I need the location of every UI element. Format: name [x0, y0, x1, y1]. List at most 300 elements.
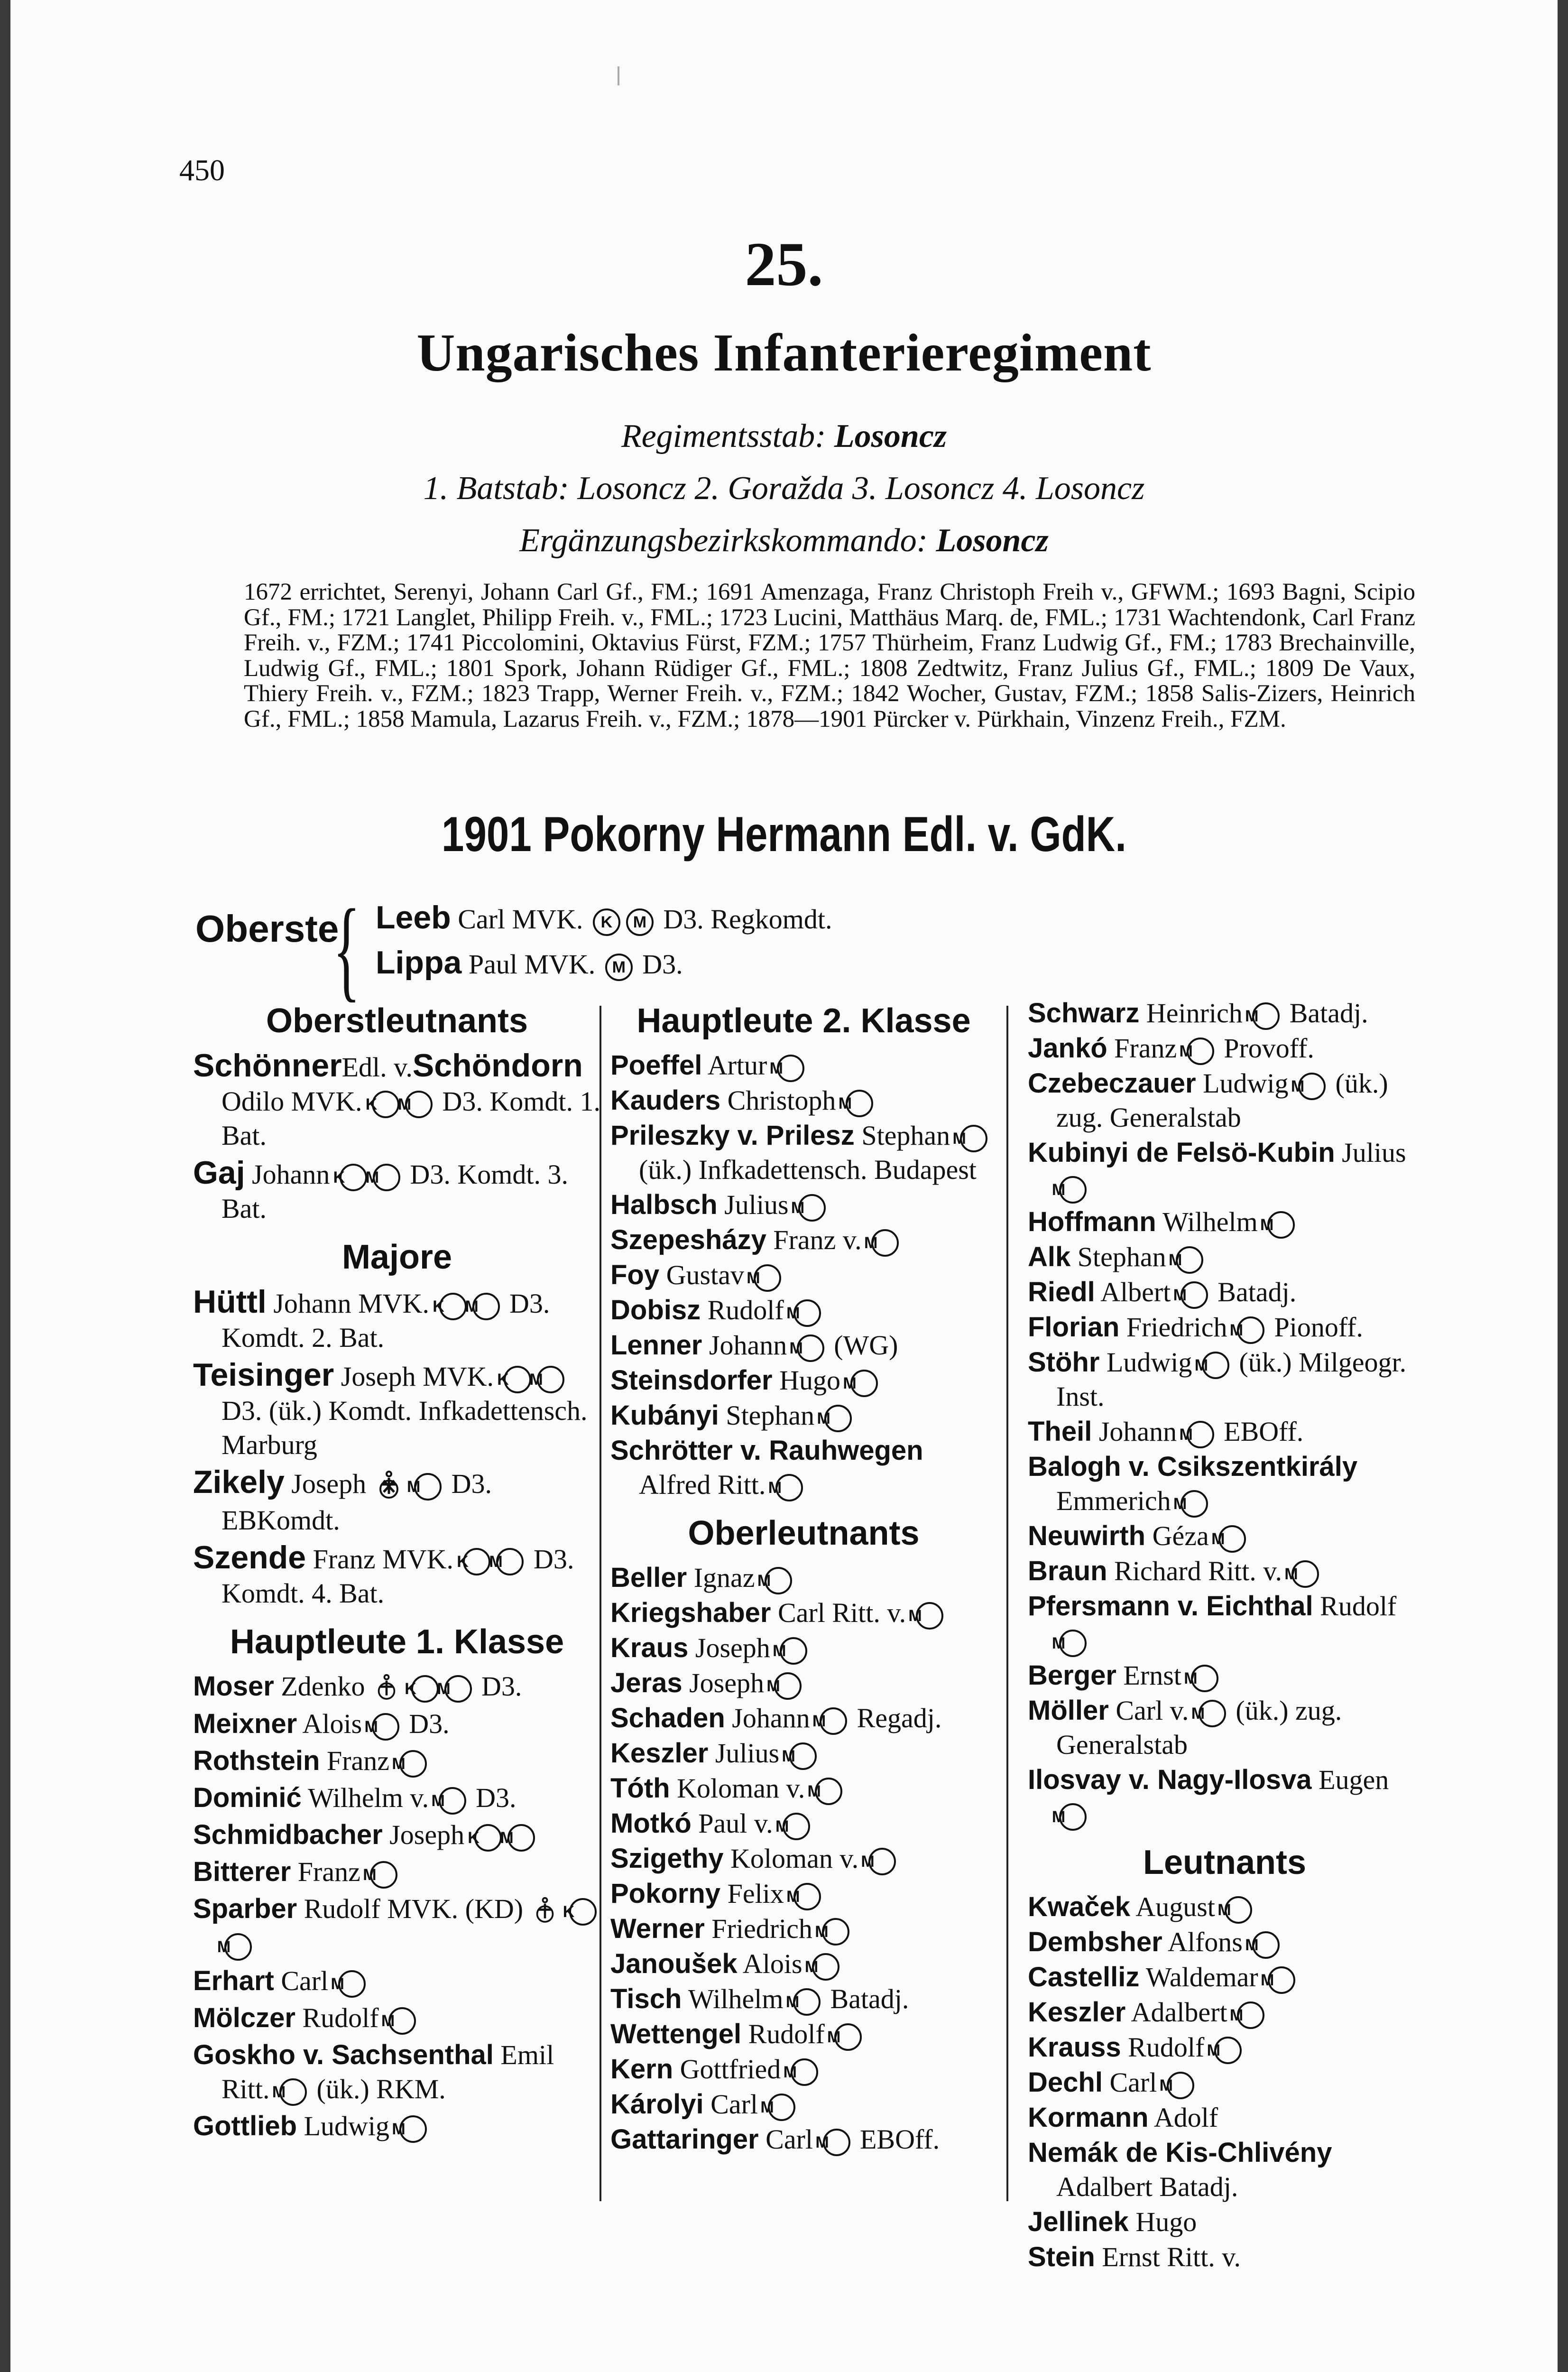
officer-name: Dembsher — [1028, 1927, 1162, 1957]
officer-given: Rudolf — [1320, 1591, 1397, 1621]
section-heading: Majore — [341, 1238, 452, 1276]
officer-name: Jeras — [610, 1668, 683, 1698]
officer-name: Kraus — [610, 1632, 689, 1663]
m-medal-icon: M — [1181, 1490, 1208, 1518]
officer-info: Odilo MVK. — [221, 1086, 362, 1117]
officer-info: D3. Komdt. 4. Bat. — [221, 1543, 574, 1609]
scan-mark — [618, 66, 619, 85]
officer-name: Goskho v. Sachsenthal — [193, 2039, 494, 2071]
officer-name: Lippa — [376, 945, 462, 981]
officer-entry — [610, 1666, 997, 1700]
officer-info: (WG) — [834, 1330, 898, 1361]
officer-entry — [610, 1434, 997, 1502]
officer-entry — [610, 1188, 997, 1222]
oberst-entry — [376, 944, 683, 981]
officer-info: D3. Komdt. 3. Bat. — [221, 1159, 568, 1224]
officer-name: Moser — [193, 1670, 274, 1702]
officer-entry — [193, 1669, 601, 1705]
officer-entry — [1028, 1275, 1421, 1309]
officer-entry — [610, 2087, 997, 2122]
officer-name: Wettengel — [610, 2019, 742, 2049]
m-medal-icon: M — [798, 1194, 826, 1222]
m-medal-icon: M — [783, 1813, 810, 1840]
officer-name: Kubányi — [610, 1400, 719, 1431]
officer-entry — [610, 1293, 997, 1327]
officer-given: Adolf — [1153, 2102, 1218, 2133]
officer-given: Joseph — [291, 1468, 367, 1499]
officer-name: Berger — [1028, 1660, 1116, 1691]
officer-entry — [193, 1744, 601, 1778]
officer-info: EBOff. — [860, 2124, 940, 2155]
officer-entry — [193, 1964, 601, 1998]
officer-name: Meixner — [193, 1708, 297, 1740]
officer-entry — [1028, 2240, 1421, 2274]
m-medal-icon: M — [507, 1824, 535, 1852]
officer-entry — [193, 1818, 601, 1852]
officer-given: Christoph — [727, 1085, 836, 1116]
officer-entry — [610, 1736, 997, 1770]
column-divider — [1006, 1006, 1008, 2201]
officer-given: Rudolf — [707, 1295, 784, 1325]
officer-entry — [1028, 1763, 1421, 1831]
officer-name: Steinsdorfer — [610, 1365, 773, 1396]
officer-name: Motkó — [610, 1808, 692, 1839]
officer-name: Ilosvay v. Nagy-Ilosva — [1028, 1764, 1312, 1795]
m-medal-icon: M — [822, 1918, 849, 1946]
officer-entry — [610, 1842, 997, 1876]
officer-name: Kauders — [610, 1085, 721, 1116]
brace-icon: { — [333, 886, 360, 1012]
m-medal-icon: M — [399, 1750, 427, 1778]
m-medal-icon: M — [916, 1602, 943, 1630]
k-order-icon: K — [593, 908, 620, 936]
officer-name: Kubinyi de Felsö-Kubin — [1028, 1137, 1335, 1168]
m-medal-icon: M — [846, 1090, 873, 1117]
officer-given: Adalbert — [1131, 1997, 1227, 2028]
officer-given: Edl. v. — [341, 1052, 413, 1083]
officer-name: Mölczer — [193, 2002, 295, 2034]
officer-name: Möller — [1028, 1695, 1109, 1726]
officer-given: Eugen — [1319, 1764, 1389, 1795]
m-medal-icon: M — [1199, 1700, 1226, 1727]
m-medal-icon: M — [1167, 2072, 1194, 2099]
officer-name: Erhart — [193, 1965, 274, 1997]
officer-given: Albert — [1100, 1277, 1171, 1307]
officer-given: Adalbert Batadj. — [1056, 2171, 1238, 2202]
officer-entry — [1028, 1240, 1421, 1274]
m-medal-icon: M — [496, 1548, 524, 1575]
officer-entry — [1028, 1890, 1421, 1924]
k-order-icon: K — [411, 1675, 439, 1703]
m-medal-icon: M — [850, 1370, 878, 1397]
officer-given: Stephan — [1077, 1242, 1166, 1272]
officer-entry — [1028, 1310, 1421, 1344]
officer-given: Felix — [727, 1878, 784, 1909]
m-medal-icon: M — [960, 1125, 987, 1152]
officer-given: Artur — [707, 1050, 767, 1081]
stab-place: Losoncz — [834, 418, 947, 454]
m-medal-icon: M — [444, 1675, 472, 1703]
order-cross-icon — [376, 1674, 397, 1704]
officer-name: Dominić — [193, 1782, 302, 1814]
officer-given: Stephan — [726, 1400, 815, 1431]
officer-entry — [610, 1982, 997, 2016]
officer-info: Batadj. — [1289, 998, 1368, 1028]
page-number: 450 — [179, 153, 225, 187]
officer-entry — [610, 1399, 997, 1433]
officer-entry — [610, 1631, 997, 1665]
officer-info: Regadj. — [857, 1703, 942, 1733]
officer-given: Alois — [742, 1948, 802, 1979]
officer-info: D3. (ük.) Komdt. Infkadettensch. Marburg — [221, 1395, 588, 1460]
officer-given: Heinrich — [1146, 998, 1243, 1028]
m-medal-icon: M — [1267, 1211, 1295, 1239]
officer-entry — [193, 1465, 601, 1538]
officer-given: Friedrich — [1126, 1312, 1227, 1343]
oberst-entry — [376, 899, 832, 936]
officer-entry — [610, 1807, 997, 1841]
m-medal-icon: M — [1268, 1966, 1295, 1994]
officer-entry — [1028, 1995, 1421, 2029]
regiment-owner: 1901 Pokorny Hermann Edl. v. GdK. — [442, 807, 1126, 862]
officer-given: Franz — [297, 1856, 360, 1888]
officer-name: Braun — [1028, 1556, 1107, 1586]
m-medal-icon: M — [1176, 1246, 1203, 1274]
officer-given: Carl — [1109, 2067, 1157, 2098]
m-medal-icon: M — [1187, 1038, 1214, 1065]
officer-name: Schöndorn — [412, 1047, 583, 1084]
officer-info: (ük.) Infkadettensch. Budapest — [639, 1154, 977, 1185]
m-medal-icon: M — [871, 1229, 899, 1257]
officer-entry — [610, 1561, 997, 1595]
officer-given: Johann — [1098, 1416, 1177, 1447]
officer-name: Foy — [610, 1260, 660, 1290]
m-medal-icon: M — [775, 1474, 803, 1501]
officer-name: Károlyi — [610, 2089, 704, 2120]
officer-given: Julius — [1342, 1137, 1406, 1168]
m-medal-icon: M — [765, 1567, 792, 1594]
officer-name: Bitterer — [193, 1856, 291, 1888]
officer-entry — [610, 1328, 997, 1362]
officer-given: Franz MVK. — [313, 1543, 453, 1575]
officer-info: (ük.) RKM. — [316, 2074, 446, 2105]
officer-entry — [193, 1358, 601, 1462]
m-medal-icon: M — [405, 1091, 433, 1118]
m-medal-icon: M — [780, 1637, 807, 1665]
m-medal-icon: M — [1237, 2001, 1264, 2029]
officer-entry — [193, 2001, 601, 2035]
officer-entry — [1028, 1136, 1421, 1204]
officer-given: Carl — [766, 2124, 813, 2155]
officer-entry — [610, 1947, 997, 1981]
officer-info: (ük.) zug. Generalstab — [1056, 1068, 1388, 1133]
stab-label: Regimentsstab: — [621, 418, 826, 454]
officer-given: Ernst Ritt. v. — [1102, 2242, 1241, 2272]
officer-name: Leeb — [376, 899, 451, 936]
m-medal-icon: M — [370, 1861, 397, 1889]
officer-given: Franz v. — [773, 1224, 862, 1255]
section-heading: Hauptleute 1. Klasse — [230, 1622, 564, 1661]
officer-name: Czebeczauer — [1028, 1068, 1196, 1099]
m-medal-icon: M — [793, 1883, 821, 1910]
officer-entry — [193, 1285, 601, 1355]
officer-entry — [1028, 1345, 1421, 1414]
column-right — [1028, 996, 1421, 2275]
regimentsstab-line — [10, 417, 1558, 455]
officer-entry — [1028, 996, 1421, 1030]
officer-entry — [610, 2122, 997, 2157]
officer-entry — [1028, 2101, 1421, 2135]
officer-given: Ernst — [1123, 1660, 1181, 1691]
officer-given: Ludwig — [304, 2111, 390, 2142]
officer-info: D3. EBKomdt. — [221, 1468, 492, 1536]
officer-entry — [1028, 1589, 1421, 1658]
m-medal-icon: M — [388, 2007, 416, 2035]
section-heading: Hauptleute 2. Klasse — [636, 1002, 971, 1040]
officer-info: Pionoff. — [1274, 1312, 1363, 1343]
m-medal-icon: M — [399, 2115, 427, 2143]
m-medal-icon: M — [279, 2078, 307, 2106]
officer-given: Franz — [1114, 1033, 1177, 1064]
m-medal-icon: M — [1181, 1281, 1208, 1309]
officer-entry — [193, 2109, 601, 2143]
officer-given: Joseph — [389, 1819, 465, 1851]
officer-entry — [610, 2017, 997, 2051]
officer-info: Batadj. — [1218, 1277, 1297, 1307]
order-cross-icon — [377, 1470, 401, 1503]
officer-name: Janoušek — [610, 1948, 738, 1979]
officer-name: Pokorny — [610, 1878, 721, 1909]
officer-entry — [193, 1892, 601, 1961]
officer-name: Hoffmann — [1028, 1206, 1156, 1237]
officer-name: Kern — [610, 2054, 673, 2085]
m-medal-icon: M — [820, 1707, 847, 1735]
m-medal-icon: M — [834, 2023, 862, 2051]
officer-name: Jellinek — [1028, 2206, 1129, 2237]
m-medal-icon: M — [815, 1778, 842, 1805]
officer-name: Gaj — [193, 1155, 245, 1191]
officer-name: Hüttl — [193, 1284, 267, 1320]
officer-name: Theil — [1028, 1416, 1092, 1447]
ergaenzung-place: Losoncz — [936, 522, 1049, 559]
officer-name: Schmidbacher — [193, 1819, 383, 1851]
officer-given: Hugo — [1135, 2206, 1197, 2237]
m-medal-icon: M — [537, 1366, 564, 1393]
officer-given: Wilhelm — [688, 1983, 784, 2014]
m-medal-icon: M — [823, 2129, 850, 2156]
officer-given: Friedrich — [711, 1913, 812, 1944]
officer-entry — [193, 1781, 601, 1815]
m-medal-icon: M — [1187, 1421, 1214, 1448]
m-medal-icon: M — [793, 1988, 821, 2016]
k-order-icon: K — [569, 1898, 597, 1926]
officer-info: Batadj. — [830, 1983, 909, 2014]
m-medal-icon: M — [338, 1970, 366, 1998]
m-medal-icon: M — [1191, 1665, 1218, 1692]
m-medal-icon: M — [868, 1848, 896, 1875]
k-order-icon: K — [504, 1366, 531, 1393]
officer-name: Nemák de Kis-Chlivény — [1028, 2137, 1332, 2168]
officer-info: (ük.) Milgeogr. Inst. — [1056, 1347, 1407, 1412]
officer-given: Wilhelm — [1162, 1206, 1258, 1237]
officer-given: Wilhelm v. — [308, 1782, 429, 1814]
officer-given: Julius — [724, 1189, 789, 1220]
page-title: Ungarisches Infanterieregiment — [416, 324, 1152, 382]
officer-name: Lenner — [610, 1330, 702, 1361]
m-medal-icon: M — [754, 1264, 781, 1292]
officer-name: Teisinger — [193, 1357, 334, 1393]
section-heading: Oberleutnants — [688, 1514, 920, 1552]
officer-entry — [610, 1771, 997, 1806]
document-page — [10, 0, 1558, 2372]
officer-entry — [1028, 1694, 1421, 1762]
officer-entry — [1028, 2066, 1421, 2100]
section-heading: Oberstleutnants — [266, 1002, 528, 1040]
officer-given: Paul v. — [698, 1808, 773, 1839]
section-heading: Leutnants — [1143, 1844, 1306, 1881]
officer-name: Stöhr — [1028, 1347, 1100, 1378]
oberste-label: Oberste — [195, 908, 339, 950]
officer-info: EBOff. — [1224, 1416, 1304, 1447]
k-order-icon: K — [372, 1091, 399, 1118]
officer-name: Jankó — [1028, 1033, 1107, 1064]
officer-entry — [193, 2038, 601, 2106]
m-medal-icon: M — [1059, 1630, 1087, 1657]
officer-name: Kormann — [1028, 2102, 1149, 2133]
officer-info: Provoff. — [1224, 1033, 1314, 1064]
officer-name: Riedl — [1028, 1277, 1095, 1307]
officer-given: Rudolf MVK. (KD) — [304, 1893, 524, 1925]
officer-name: Keszler — [1028, 1997, 1126, 2028]
officer-given: Carl — [281, 1965, 329, 1997]
k-order-icon: K — [474, 1824, 502, 1852]
regiment-history: 1672 errichtet, Serenyi, Johann Carl Gf., FM.; 1691 Amenzaga, Franz Christoph Freih v., GFWM.; 1693 Bagni, Scipio Gf., FM.; 1721 Langlet, Philipp Freih. v., FML.; 1723 Lucini, Matthäus Marq. de, FML.; 1731 Wachtendonk, Carl Franz Freih. v., FZM.; 1741 Piccolomini, Oktavius Fürst, FZM.; 1757 Thürheim, Franz Ludwig Gf., FM.; 1783 Brechainville, Ludwig Gf., FML.; 1801 Spork, Johann Rüdiger Gf., FML.; 1808 Zedtwitz, Franz Julius Gf., FML.; 1809 De Vaux, Thiery Freih. v., FZM.; 1823 Trapp, Werner Freih. v., FZM.; 1842 Wocher, Gustav, FZM.; 1858 Salis-Zizers, Heinrich Gf., FML.; 1858 Mamula, Lazarus Freih. v., FZM.; 1878—1901 Pürcker v. Pürkhain, Vinzenz Freih., FZM. — [244, 579, 1415, 732]
officer-given: Koloman v. — [730, 1843, 859, 1874]
officer-given: Alois — [302, 1708, 362, 1740]
officer-name: Pfersmann v. Eichthal — [1028, 1591, 1313, 1621]
officer-name: Dobisz — [610, 1295, 701, 1325]
officer-given: Alfred Ritt. — [639, 1469, 766, 1500]
ergaenzung-line — [10, 522, 1558, 560]
officer-name: Schaden — [610, 1703, 725, 1733]
officer-entry — [193, 1855, 601, 1889]
officer-given: Rudolf — [302, 2002, 379, 2034]
officer-name: Schönner — [193, 1047, 342, 1084]
column-middle — [610, 996, 997, 2158]
officer-entry — [610, 2052, 997, 2086]
officer-given: Emil Ritt. — [221, 2039, 554, 2105]
officer-name: Poeffel — [610, 1050, 702, 1081]
officer-entry — [1028, 1450, 1421, 1518]
officer-name: Keszler — [610, 1738, 709, 1769]
officer-given: Paul — [468, 949, 517, 980]
officer-given: Carl v. — [1116, 1695, 1189, 1726]
m-medal-icon: M — [1237, 1316, 1264, 1344]
officer-given: Rudolf — [1128, 2032, 1205, 2063]
officer-name: Werner — [610, 1913, 705, 1944]
officer-name: Zikely — [193, 1464, 285, 1500]
officer-entry — [610, 1877, 997, 1911]
officer-entry — [610, 1084, 997, 1118]
officer-given: Emmerich — [1056, 1485, 1171, 1516]
officer-given: Alfons — [1167, 1927, 1243, 1957]
m-medal-icon: M — [791, 2058, 818, 2086]
officer-name: Balogh v. Csikszentkirály — [1028, 1451, 1358, 1482]
officer-name: Gottlieb — [193, 2111, 297, 2142]
officer-info: D3. — [642, 949, 683, 980]
officer-entry — [610, 1363, 997, 1398]
officer-name: Szende — [193, 1539, 306, 1575]
k-order-icon: K — [340, 1164, 367, 1191]
officer-info: (ük.) zug. Generalstab — [1056, 1695, 1342, 1760]
officer-info: D3. — [409, 1708, 450, 1740]
officer-name: Halbsch — [610, 1189, 718, 1220]
m-medal-icon: M — [793, 1299, 821, 1327]
officer-entry — [193, 1048, 601, 1153]
m-medal-icon: M — [1298, 1073, 1326, 1100]
officer-given: Waldemar — [1145, 1962, 1258, 1992]
officer-info: D3. Komdt. 2. Bat. — [221, 1288, 550, 1353]
officer-entry — [193, 1156, 601, 1226]
m-medal-icon: M — [1218, 1525, 1246, 1553]
m-medal-icon: M — [797, 1334, 824, 1362]
officer-given: Géza — [1152, 1520, 1209, 1551]
officer-info: D3. — [476, 1782, 517, 1814]
officer-name: Prileszky v. Prilesz — [610, 1120, 855, 1151]
officer-entry — [610, 1258, 997, 1292]
m-medal-icon: M — [224, 1933, 252, 1961]
officer-name: Alk — [1028, 1242, 1071, 1272]
batstab-line: 1. Batstab: Losoncz 2. Goražda 3. Losoncz 4. Losoncz — [423, 470, 1145, 507]
officer-given: Joseph MVK. — [341, 1361, 494, 1392]
m-medal-icon: M — [768, 2094, 795, 2121]
officer-entry — [1028, 2136, 1421, 2204]
officer-given: Franz — [326, 1745, 389, 1777]
officer-entry — [610, 1048, 997, 1083]
officer-name: Szigethy — [610, 1843, 724, 1874]
officer-given: Hugo — [779, 1365, 841, 1396]
officer-name: Florian — [1028, 1312, 1120, 1343]
officer-entry — [1028, 1925, 1421, 1959]
officer-name: Kriegshaber — [610, 1597, 771, 1628]
officer-given: Ludwig — [1203, 1068, 1289, 1099]
officer-name: Tóth — [610, 1773, 670, 1804]
officer-given: Rudolf — [748, 2019, 825, 2049]
m-medal-icon: M — [1291, 1560, 1319, 1588]
officer-name: Beller — [610, 1562, 687, 1593]
officer-entry — [193, 1707, 601, 1741]
officer-info: D3. — [481, 1670, 522, 1702]
officer-given: Joseph — [689, 1668, 764, 1698]
officer-name: Schrötter v. Rauhwegen — [610, 1435, 923, 1466]
officer-entry — [610, 1223, 997, 1257]
officer-entry — [1028, 1519, 1421, 1553]
m-medal-icon: M — [824, 1405, 852, 1432]
m-medal-icon: M — [605, 954, 633, 981]
officer-name: Dechl — [1028, 2067, 1103, 2098]
m-medal-icon: M — [1225, 1896, 1252, 1924]
m-medal-icon: M — [812, 1953, 839, 1981]
officer-entry — [610, 1119, 997, 1187]
officer-entry — [1028, 2030, 1421, 2065]
m-medal-icon: M — [1214, 2037, 1242, 2064]
regiment-number: 25. — [745, 229, 823, 299]
officer-given: Johann — [709, 1330, 787, 1361]
officer-given: Richard Ritt. v. — [1114, 1556, 1282, 1586]
m-medal-icon: M — [1059, 1803, 1087, 1831]
officer-name: Rothstein — [193, 1745, 320, 1777]
officer-given: Gottfried — [680, 2054, 781, 2085]
